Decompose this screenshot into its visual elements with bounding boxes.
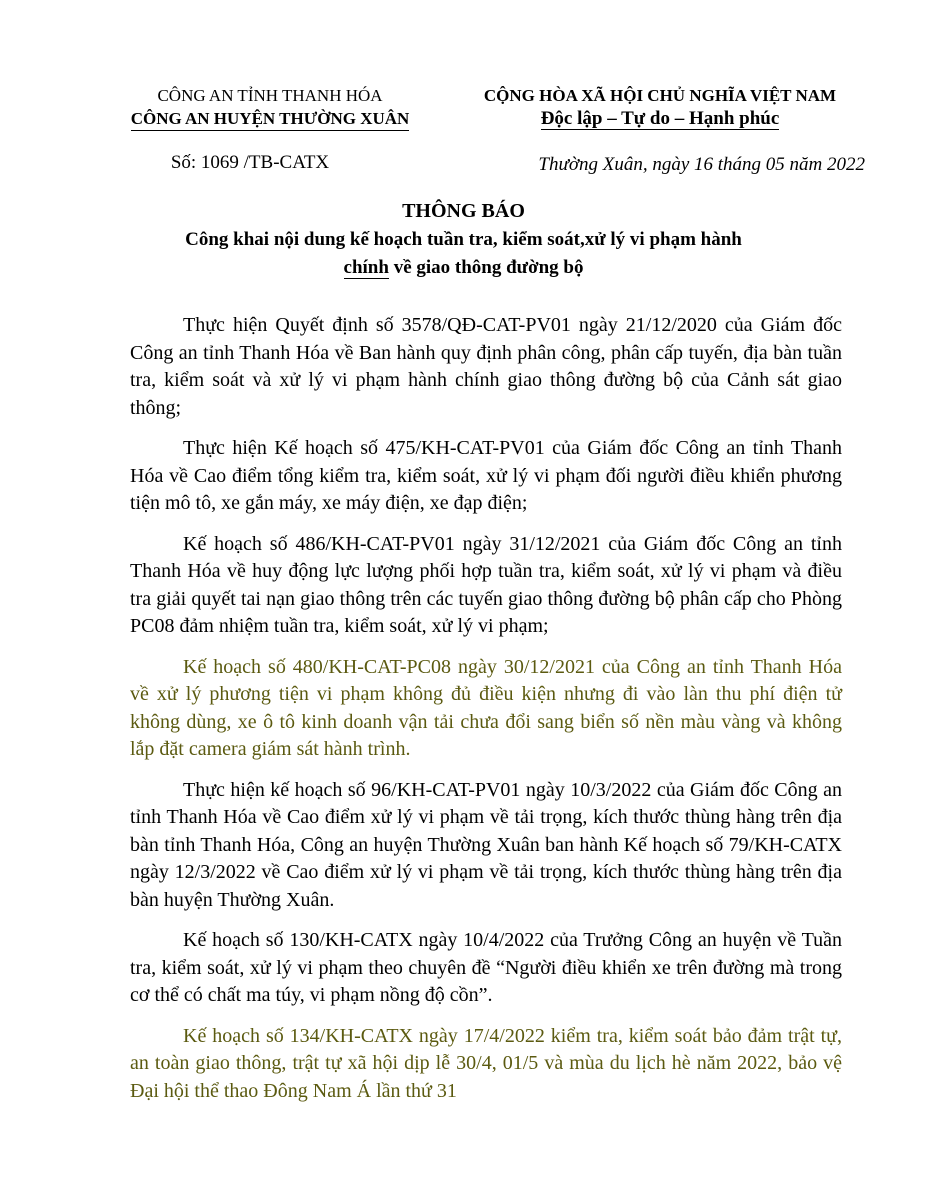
body-paragraph: Kế hoạch số 486/KH-CAT-PV01 ngày 31/12/2021 của Giám đốc Công an tỉnh Thanh Hóa về huy động lực lượng phối hợp tuần tra, kiểm soát, xử lý vi phạm và điều tra giải quyết tai nạn giao thông trên các tuyến giao thông đường bộ phân cấp cho Phòng PC08 đảm nhiệm tuần tra, kiểm soát, xử lý vi phạm;	[130, 532, 842, 637]
body-paragraph: Thực hiện Kế hoạch số 475/KH-CAT-PV01 của Giám đốc Công an tỉnh Thanh Hóa về Cao điểm tổng kiểm tra, kiểm soát, xử lý vi phạm đối người điều khiển phương tiện mô tô, xe gắn máy, xe máy điện, xe đạp điện;	[130, 437, 842, 514]
issuing-agency-block	[100, 84, 440, 131]
national-motto-text: Độc lập – Tự do – Hạnh phúc	[540, 108, 780, 129]
place-and-date: Thường Xuân, ngày 16 tháng 05 năm 2022	[538, 154, 865, 175]
document-title: THÔNG BÁO	[402, 200, 525, 222]
republic-name: CỘNG HÒA XÃ HỘI CHỦ NGHĨA VIỆT NAM	[483, 86, 837, 105]
body-paragraph-highlighted: Kế hoạch số 134/KH-CATX ngày 17/4/2022 kiểm tra, kiểm soát bảo đảm trật tự, an toàn giao thông, trật tự xã hội dịp lễ 30/4, 01/5 và mùa du lịch hè năm 2022, bảo vệ Đại hội thể thao Đông Nam Á lần thứ 31	[130, 1024, 842, 1102]
document-title-block	[0, 196, 927, 282]
parent-agency-name: CÔNG AN TỈNH THANH HÓA	[157, 86, 383, 105]
subject-part-2: về giao thông đường bộ	[388, 257, 584, 278]
body-paragraph: Thực hiện kế hoạch số 96/KH-CAT-PV01 ngày 10/3/2022 của Giám đốc Công an tỉnh Thanh Hóa về Cao điểm xử lý vi phạm về tải trọng, kích thước thùng hàng trên địa bàn tỉnh Thanh Hóa, Công an huyện Thường Xuân ban hành Kế hoạch số 79/KH-CATX ngày 12/3/2022 về Cao điểm xử lý vi phạm về tải trọng, kích thước thùng hàng trên địa bàn huyện Thường Xuân.	[130, 778, 842, 911]
national-title-block	[455, 84, 865, 130]
subject-part-1: Công khai nội dung kế hoạch tuần tra, kiểm soát,xử lý vi phạm hành	[185, 229, 742, 250]
document-body	[130, 312, 842, 1118]
document-subject	[184, 226, 744, 282]
national-motto	[541, 108, 780, 130]
document-number: Số: 1069 /TB-CATX	[170, 152, 330, 173]
body-paragraph: Thực hiện Quyết định số 3578/QĐ-CAT-PV01 ngày 21/12/2020 của Giám đốc Công an tỉnh Thanh Hóa về Ban hành quy định phân công, phân cấp tuyến, địa bàn tuần tra, kiểm soát và xử lý vi phạm hành chính giao thông đường bộ của Cảnh sát giao thông;	[130, 314, 842, 419]
body-paragraph-highlighted: Kế hoạch số 480/KH-CAT-PC08 ngày 30/12/2021 của Công an tỉnh Thanh Hóa về xử lý phương tiện vi phạm không đủ điều kiện nhưng đi vào làn thu phí điện tử không dùng, xe ô tô kinh doanh vận tải chưa đổi sang biển số nền màu vàng và không lắp đặt camera giám sát hành trình.	[130, 655, 842, 760]
body-paragraph: Kế hoạch số 130/KH-CATX ngày 10/4/2022 của Trưởng Công an huyện về Tuần tra, kiểm soát, xử lý vi phạm theo chuyên đề “Người điều khiển xe trên đường mà trong cơ thể có chất ma túy, vi phạm nồng độ cồn”.	[130, 929, 842, 1006]
issuing-agency-name: CÔNG AN HUYỆN THƯỜNG XUÂN	[131, 108, 410, 131]
subject-underlined-word: chính	[343, 257, 389, 278]
